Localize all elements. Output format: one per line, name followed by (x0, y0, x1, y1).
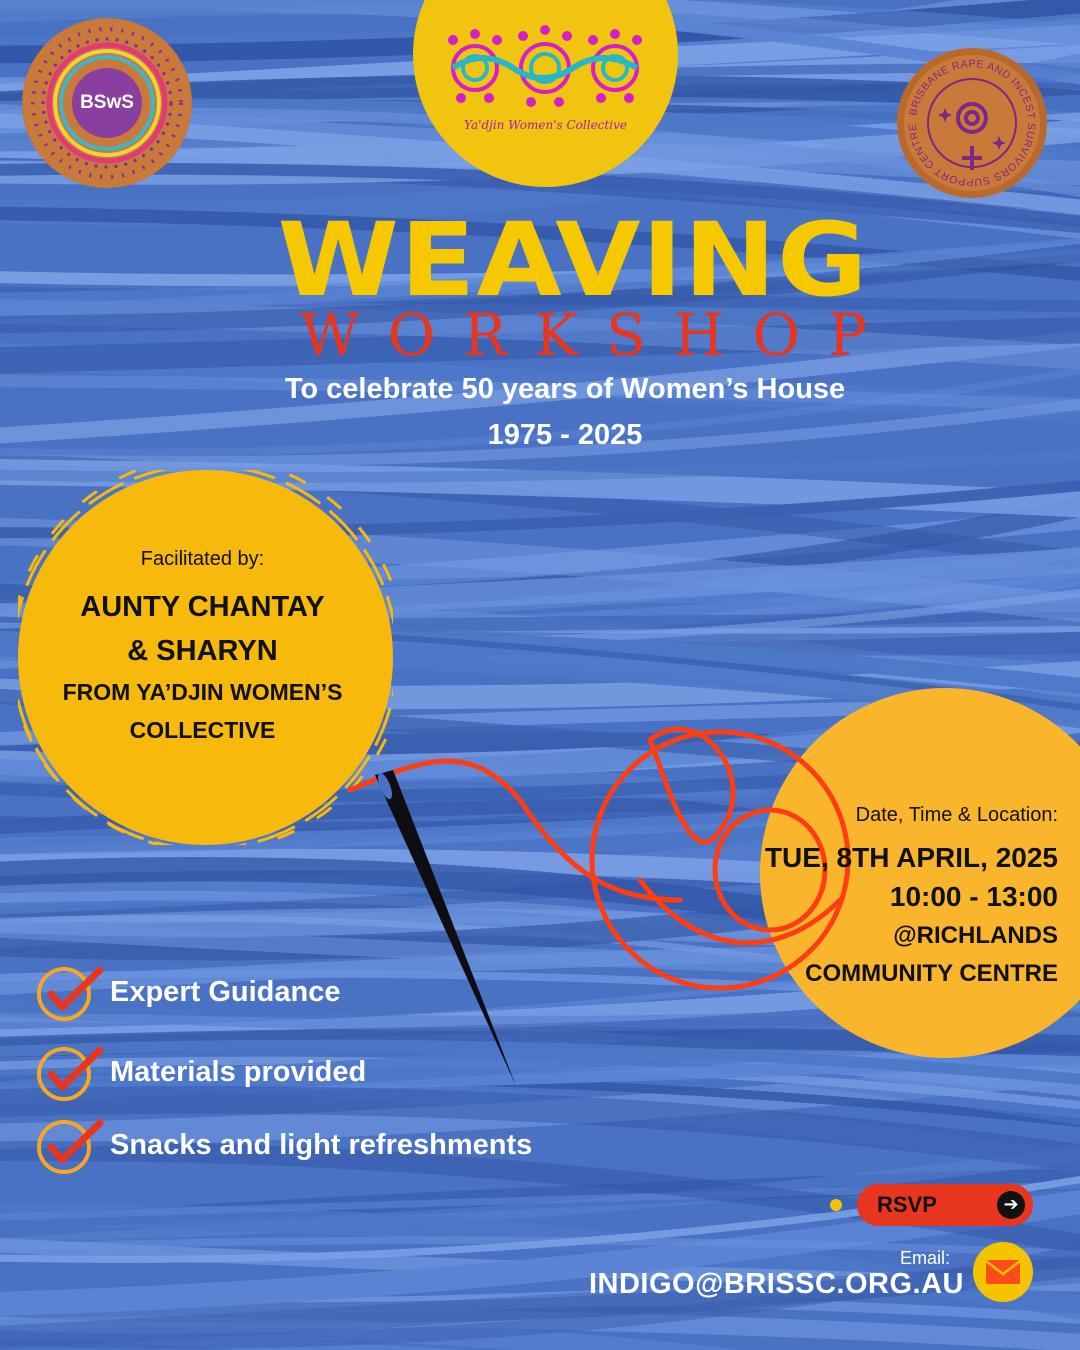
event-info (740, 804, 1058, 993)
title-workshop: WORKSHOP (300, 301, 896, 369)
checkmark-icon (34, 962, 104, 1022)
checkmark-icon (34, 1115, 104, 1175)
date-time-location-label: Date, Time & Location: (855, 804, 1058, 826)
facilitator-org-line2: COLLECTIVE (129, 717, 276, 743)
feature-item (34, 1042, 366, 1102)
rsvp-button[interactable] (857, 1184, 1033, 1226)
yadjin-logo-script: Ya'djin Women's Collective (464, 118, 627, 132)
email-address-link[interactable]: INDIGO@BRISSC.ORG.AU (588, 1268, 964, 1300)
rsvp-label: RSVP (877, 1192, 937, 1217)
bsws-badge-text: BSwS (72, 68, 142, 138)
brisc-ring-text: BRISBANE RAPE AND INCEST SURVIVORS SUPPORT CENTRE (906, 57, 1038, 189)
arrow-right-icon: ➔ (997, 1191, 1025, 1219)
feature-text: Snacks and light refreshments (110, 1128, 533, 1161)
email-label: Email: (899, 1248, 950, 1268)
feature-item (34, 1115, 532, 1175)
feature-text: Expert Guidance (110, 975, 341, 1008)
facilitator-names-line2: & SHARYN (127, 635, 278, 667)
event-location-line1: @RICHLANDS (893, 922, 1058, 949)
needle (375, 770, 516, 1086)
title-weaving: WEAVING (277, 201, 869, 320)
tagline: To celebrate 50 years of Women’s House (284, 373, 846, 405)
event-date: TUE, 8TH APRIL, 2025 (764, 842, 1058, 873)
facilitator-names-line1: AUNTY CHANTAY (80, 591, 325, 623)
years: 1975 - 2025 (487, 419, 643, 452)
facilitated-by-label: Facilitated by: (140, 548, 265, 570)
checkmark-icon (34, 1042, 104, 1102)
feature-item (34, 962, 340, 1022)
event-time: 10:00 - 13:00 (889, 881, 1058, 912)
event-location-line2: COMMUNITY CENTRE (805, 960, 1058, 987)
envelope-icon[interactable] (973, 1242, 1033, 1302)
rsvp-bullet-dot (830, 1199, 842, 1211)
feature-text: Materials provided (110, 1055, 367, 1088)
facilitator-org-line1: FROM YA’DJIN WOMEN’S (62, 679, 343, 705)
